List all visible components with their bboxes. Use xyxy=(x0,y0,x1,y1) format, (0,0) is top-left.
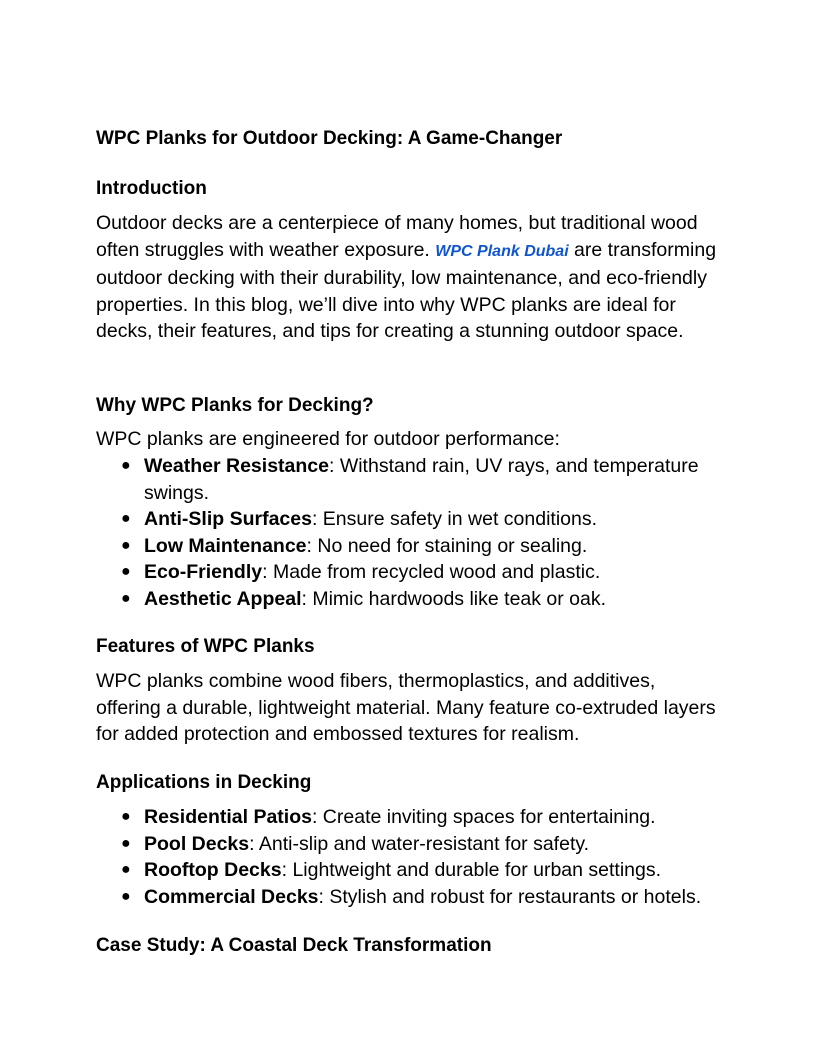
intro-text-before-link: Outdoor decks are a centerpiece of many homes, but traditional wood often struggles with weather exposure. xyxy=(96,212,698,261)
list-item-desc: : Withstand rain, UV rays, and temperature swings. xyxy=(144,455,699,504)
list-item-term: Anti-Slip Surfaces xyxy=(144,508,312,530)
list-item xyxy=(96,506,720,533)
list-item-term: Commercial Decks xyxy=(144,885,319,908)
section-heading-case-study: Case Study: A Coastal Deck Transformation xyxy=(96,935,492,956)
document-title: WPC Planks for Outdoor Decking: A Game-Changer xyxy=(96,128,563,149)
list-item xyxy=(96,533,720,560)
bullet-icon: ● xyxy=(121,861,131,878)
section-heading-features: Features of WPC Planks xyxy=(96,636,315,657)
list-item-desc: : Mimic hardwoods like teak or oak. xyxy=(301,587,607,610)
intro-text-after-link: are transforming outdoor decking with their durability, low maintenance, and eco-friendly properties. In this blog, we’ll dive into why WPC planks are ideal for decks, their features, and tips for creating a stunning outdoor space. xyxy=(96,238,717,342)
list-item-desc: : No need for staining or sealing. xyxy=(306,534,588,557)
list-item-term: Aesthetic Appeal xyxy=(144,587,302,610)
list-item-desc: : Create inviting spaces for entertaining. xyxy=(311,806,656,828)
section-heading-why: Why WPC Planks for Decking? xyxy=(96,395,374,416)
features-paragraph: WPC planks combine wood fibers, thermoplastics, and additives, offering a durable, lightweight material. Many feature co-extruded layers for added protection and embossed textures for realism. xyxy=(96,670,716,745)
bullet-icon: ● xyxy=(121,563,131,580)
bullet-icon: ● xyxy=(121,457,131,474)
list-item-term: Low Maintenance xyxy=(144,534,307,557)
why-lead-paragraph: WPC planks are engineered for outdoor performance: xyxy=(96,428,560,450)
list-item xyxy=(96,586,720,613)
section-heading-introduction: Introduction xyxy=(96,178,207,199)
wpc-plank-dubai-link[interactable]: WPC Plank Dubai xyxy=(435,242,569,260)
bullet-icon: ● xyxy=(121,834,131,852)
bullet-icon: ● xyxy=(121,808,131,825)
why-list xyxy=(96,453,720,612)
section-heading-applications: Applications in Decking xyxy=(96,772,312,793)
list-item-term: Residential Patios xyxy=(144,806,312,828)
list-item xyxy=(96,559,720,586)
list-item-desc: : Anti-slip and water-resistant for safety. xyxy=(249,832,590,855)
bullet-icon: ● xyxy=(121,510,131,527)
list-item xyxy=(96,804,720,831)
list-item-term: Weather Resistance xyxy=(144,455,329,477)
list-item-desc: : Made from recycled wood and plastic. xyxy=(262,561,601,583)
intro-paragraph xyxy=(96,210,720,345)
list-item-desc: : Stylish and robust for restaurants or hotels. xyxy=(318,885,702,908)
list-item-term: Eco-Friendly xyxy=(144,561,263,583)
bullet-icon: ● xyxy=(121,536,131,554)
list-item-term: Rooftop Decks xyxy=(144,859,282,881)
list-item xyxy=(96,453,720,506)
bullet-icon: ● xyxy=(121,887,131,905)
list-item-desc: : Ensure safety in wet conditions. xyxy=(311,508,598,530)
applications-list xyxy=(96,804,720,910)
list-item xyxy=(96,884,720,911)
list-item-desc: : Lightweight and durable for urban settings. xyxy=(281,859,662,881)
list-item xyxy=(96,831,720,858)
list-item xyxy=(96,857,720,884)
bullet-icon: ● xyxy=(121,589,131,607)
list-item-term: Pool Decks xyxy=(144,832,250,855)
